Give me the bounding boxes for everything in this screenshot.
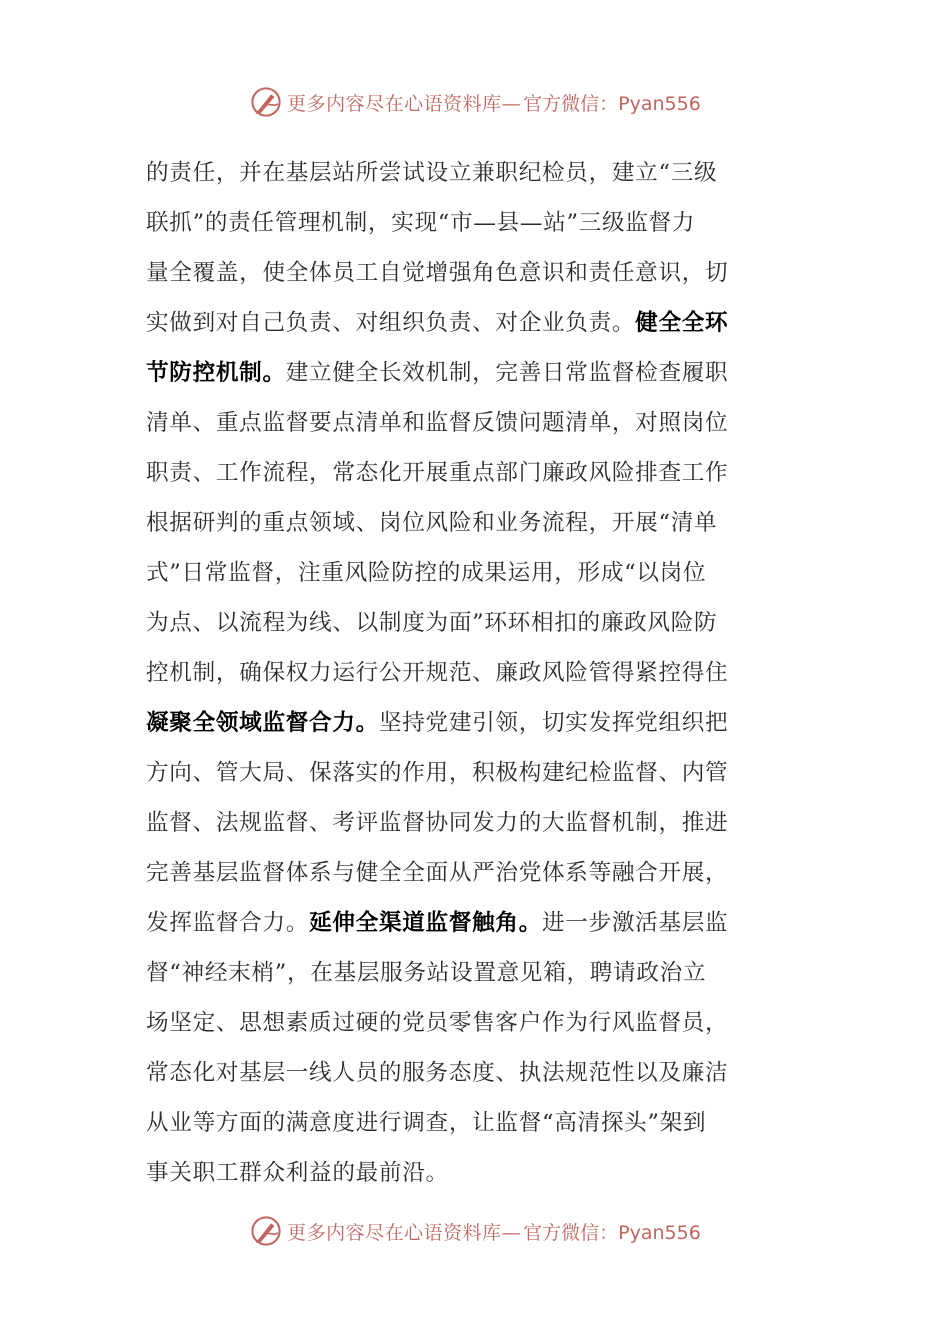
- body-text: 坚持党建引领，切实发挥党组织把: [378, 710, 729, 736]
- body-text: 实做到对自己负责、对组织负责、对企业负责。: [146, 310, 636, 336]
- text-line: [146, 448, 808, 498]
- pen-logo-icon: [249, 85, 283, 119]
- bold-heading-text: 节防控机制。: [146, 360, 286, 386]
- text-line: [146, 648, 808, 698]
- text-line: [146, 1048, 808, 1098]
- watermark-contact-text: 官方微信：Pyan556: [523, 92, 701, 115]
- text-line: [146, 748, 808, 798]
- watermark-site-text: 更多内容尽在心语资料库—: [287, 1221, 522, 1244]
- body-text: 方向、管大局、保落实的作用，积极构建纪检监督、内管: [146, 760, 729, 786]
- text-line: [146, 598, 808, 648]
- body-text: 事关职工群众利益的最前沿。: [146, 1160, 449, 1186]
- body-text: 的责任，并在基层站所尝试设立兼职纪检员，建立“三级: [146, 160, 718, 186]
- body-text: 督“神经末梢”，在基层服务站设置意见箱，聘请政治立: [146, 960, 707, 986]
- body-text: 量全覆盖，使全体员工自觉增强角色意识和责任意识，切: [146, 260, 729, 286]
- bold-heading-text: 凝聚全领域监督合力。: [146, 710, 379, 736]
- text-line: [146, 548, 808, 598]
- text-line: [146, 948, 808, 998]
- body-text: 进一步激活基层监: [542, 910, 729, 936]
- text-line: [146, 248, 808, 298]
- text-line: [146, 198, 808, 248]
- text-line: [146, 1148, 808, 1198]
- text-line: [146, 348, 808, 398]
- body-text: 从业等方面的满意度进行调查，让监督“高清探头”架到: [146, 1110, 707, 1136]
- body-text: 常态化对基层一线人员的服务态度、执法规范性以及廉洁: [146, 1060, 729, 1086]
- text-line: [146, 148, 808, 198]
- header-watermark: [0, 82, 950, 122]
- document-body: [146, 148, 808, 1198]
- body-text: 职责、工作流程，常态化开展重点部门廉政风险排查工作: [146, 460, 729, 486]
- text-line: [146, 798, 808, 848]
- watermark-site-text: 更多内容尽在心语资料库—: [287, 92, 522, 115]
- text-line: [146, 498, 808, 548]
- text-line: [146, 1098, 808, 1148]
- text-line: [146, 998, 808, 1048]
- body-text: 根据研判的重点领域、岗位风险和业务流程，开展“清单: [146, 510, 718, 536]
- body-text: 式”日常监督，注重风险防控的成果运用，形成“以岗位: [146, 560, 707, 586]
- text-line: [146, 698, 808, 748]
- body-text: 完善基层监督体系与健全全面从严治党体系等融合开展，: [146, 860, 729, 886]
- body-text: 场坚定、思想素质过硬的党员零售客户作为行风监督员，: [146, 1010, 729, 1036]
- bold-heading-text: 健全全环: [635, 310, 729, 336]
- body-text: 联抓”的责任管理机制，实现“市—县—站”三级监督力: [146, 210, 696, 236]
- body-text: 控机制，确保权力运行公开规范、廉政风险管得紧控得住: [146, 660, 729, 686]
- bold-heading-text: 延伸全渠道监督触角。: [309, 910, 542, 936]
- text-line: [146, 298, 808, 348]
- footer-watermark: [0, 1211, 950, 1251]
- text-line: [146, 848, 808, 898]
- text-line: [146, 898, 808, 948]
- body-text: 发挥监督合力。: [146, 910, 310, 936]
- body-text: 建立健全长效机制，完善日常监督检查履职: [285, 360, 729, 386]
- pen-logo-icon: [249, 1214, 283, 1248]
- body-text: 为点、以流程为线、以制度为面”环环相扣的廉政风险防: [146, 610, 718, 636]
- watermark-contact-text: 官方微信：Pyan556: [523, 1221, 701, 1244]
- body-text: 监督、法规监督、考评监督协同发力的大监督机制，推进: [146, 810, 729, 836]
- text-line: [146, 398, 808, 448]
- body-text: 清单、重点监督要点清单和监督反馈问题清单，对照岗位: [146, 410, 729, 436]
